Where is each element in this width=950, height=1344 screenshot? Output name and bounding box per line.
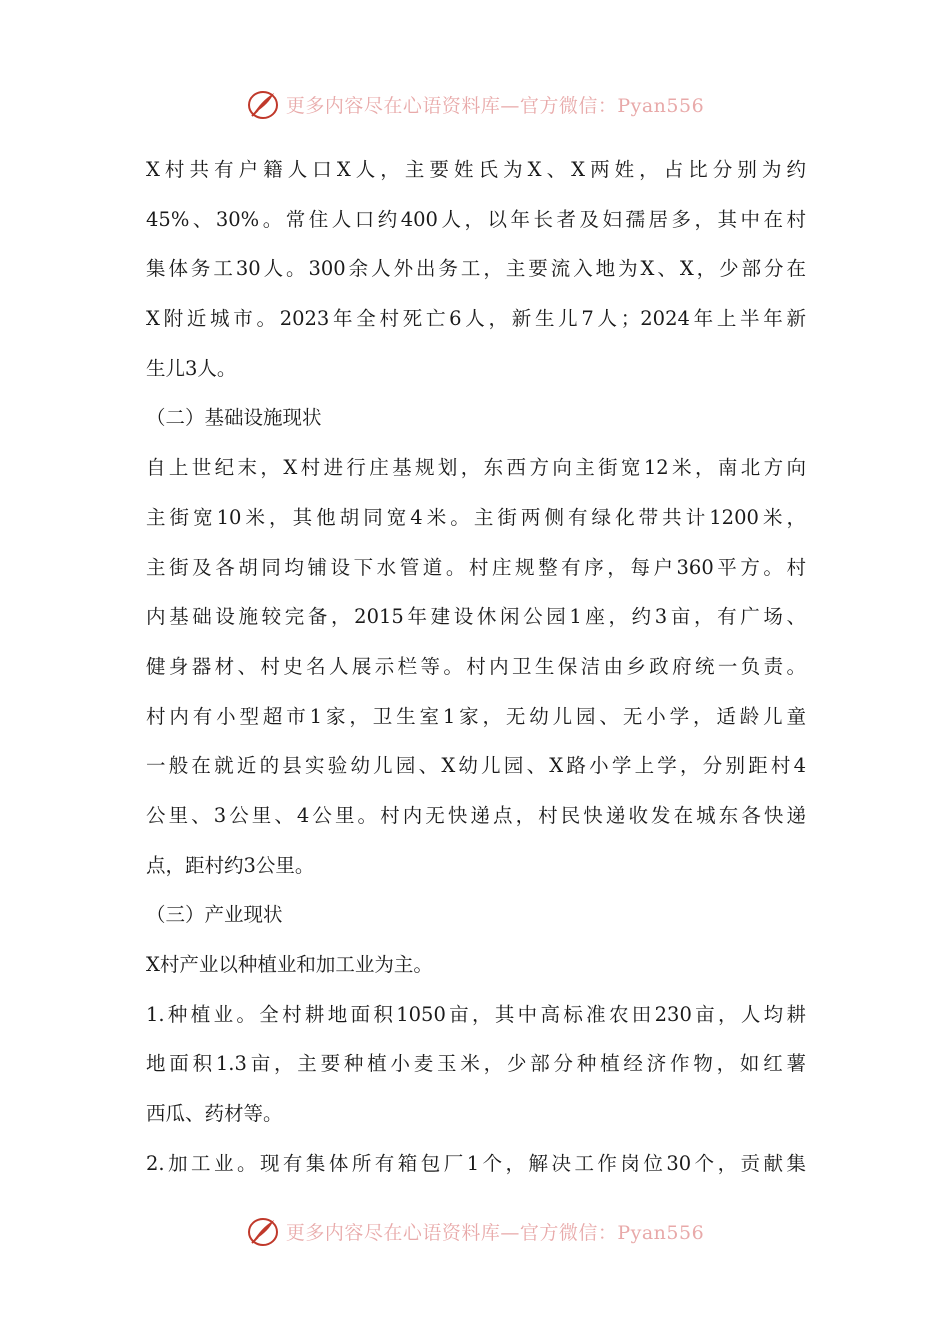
text-line: 点，距村约3公里。 (146, 853, 315, 877)
text-line: 主街及各胡同均铺设下水管道。村庄规整有序，每户360平方。村 (146, 555, 806, 579)
section-heading: （三）产业现状 (146, 903, 283, 927)
quill-logo-icon (246, 1214, 280, 1248)
text-line: 生儿3人。 (146, 356, 237, 380)
watermark-text: 更多内容尽在心语资料库—官方微信：Pyan556 (285, 94, 705, 117)
text-line: X村共有户籍人口X人，主要姓氏为X、X两姓，占比分别为约 (146, 158, 806, 181)
quill-logo-icon (246, 87, 280, 121)
text-line: 1.种植业。全村耕地面积1050亩，其中高标准农田230亩，人均耕 (146, 1002, 806, 1026)
text-line: 主街宽10米，其他胡同宽4米。主街两侧有绿化带共计1200米， (146, 505, 806, 529)
text-line: X村产业以种植业和加工业为主。 (146, 953, 433, 976)
text-line: 公里、3公里、4公里。村内无快递点，村民快递收发在城东各快递 (146, 803, 806, 827)
text-line: 村内有小型超市1家，卫生室1家，无幼儿园、无小学，适龄儿童 (146, 704, 806, 728)
text-line: 集体务工30人。300余人外出务工，主要流入地为X、X，少部分在 (146, 257, 806, 281)
text-line: 内基础设施较完备，2015年建设休闲公园1座，约3亩，有广场、 (146, 605, 806, 629)
document-body (146, 145, 806, 1188)
text-line: 2.加工业。现有集体所有箱包厂1个，解决工作岗位30个，贡献集 (146, 1151, 806, 1175)
text-line: 一般在就近的县实验幼儿园、X幼儿园、X路小学上学，分别距村4 (146, 754, 806, 778)
text-line: X附近城市。2023年全村死亡6人，新生儿7人；2024年上半年新 (146, 307, 806, 331)
watermark-header (0, 84, 950, 124)
watermark-footer (0, 1211, 950, 1251)
text-line: 西瓜、药材等。 (146, 1102, 283, 1126)
text-line: 自上世纪末，X村进行庄基规划，东西方向主街宽12米，南北方向 (146, 456, 806, 480)
text-line: 健身器材、村史名人展示栏等。村内卫生保洁由乡政府统一负责。 (146, 654, 806, 678)
text-line: 45%、30%。常住人口约400人，以年长者及妇孺居多，其中在村 (146, 207, 806, 231)
watermark-text: 更多内容尽在心语资料库—官方微信：Pyan556 (285, 1221, 705, 1244)
section-heading: （二）基础设施现状 (146, 406, 322, 430)
text-line: 地面积1.3亩，主要种植小麦玉米，少部分种植经济作物，如红薯 (146, 1052, 806, 1076)
